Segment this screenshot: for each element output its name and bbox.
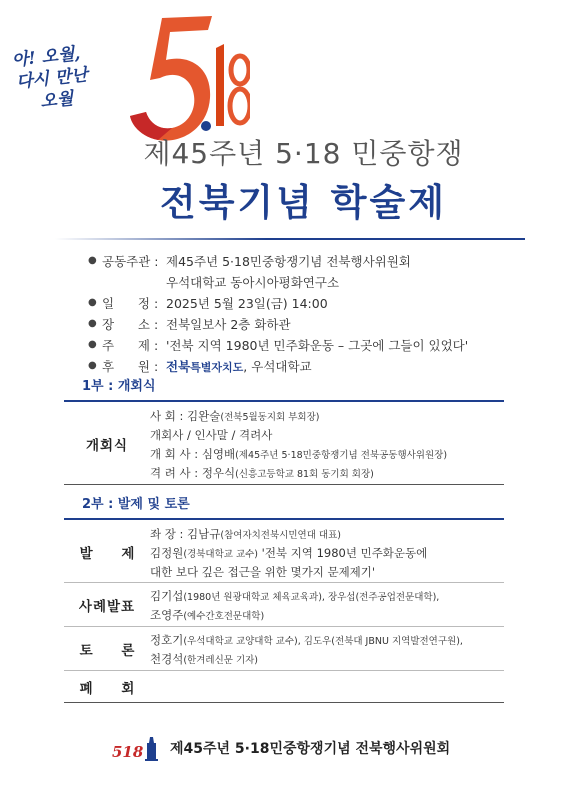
opening-label: 개회식 [85, 437, 129, 454]
sponsor-rest: , 우석대학교 [243, 358, 312, 374]
title-line-2: 전북기념 학술제 [159, 181, 448, 224]
opening-line: 개회사 / 인사말 / 격려사 [150, 428, 273, 442]
sponsor-brand-logo: 전북 [166, 358, 191, 374]
518-memorial-icon [110, 733, 166, 763]
info-place: ● 장 소 : 전북일보사 2층 화하관 [88, 316, 291, 332]
case-row [64, 583, 504, 627]
footer-organization: 제45주년 5·18민중항쟁기념 전북행사위원회 [170, 741, 451, 757]
info-host-cont: 우석대학교 동아시아평화연구소 [166, 274, 340, 290]
opening-line: 개 회 사 : 심영배(제45주년 5·18민중항쟁기념 전북공동행사위원장) [150, 447, 448, 461]
title-line-1: 제45주년 5·18 민중항쟁 [143, 137, 464, 170]
opening-line: 격 려 사 : 정우식(신흥고등학교 81회 동기회 회장) [150, 466, 374, 480]
closing-label: 폐 회 [79, 680, 147, 697]
footer [110, 733, 490, 763]
presentation-row [64, 521, 504, 583]
bullet-icon: ● [88, 255, 97, 266]
discussion-row [64, 627, 504, 671]
bullet-icon: ● [88, 360, 97, 371]
info-sponsor: ● 후 원 : 전북특별자치도, 우석대학교 [88, 358, 312, 374]
footer-logo-text: 518 [112, 743, 144, 761]
opening-details [150, 403, 504, 484]
info-theme: ● 주 제 : '전북 지역 1980년 민주화운동 – 그곳에 그들이 있었다' [88, 337, 469, 353]
opening-line: 사 회 : 김완술(전북5월동지회 부회장) [150, 409, 320, 423]
part2-rule [64, 518, 504, 520]
bullet-icon: ● [88, 339, 97, 350]
slogan-line-3: 오월 [39, 88, 75, 113]
case-details: 김기섭(1980년 원광대학교 체육교육과), 장우섭(전주공업전문대학), 조영주(예수간호전문대학) [150, 589, 440, 622]
discussion-label: 토 론 [79, 642, 147, 659]
case-label: 사례발표 [78, 598, 136, 615]
closing-details [150, 671, 504, 702]
info-host: ● 공동주관 : 제45주년 5·18민중항쟁기념 전북행사위원회 [88, 253, 411, 269]
sponsor-brand-suffix: 특별자치도 [190, 360, 244, 374]
closing-row [64, 671, 504, 703]
slogan-line-2: 다시 만난 [15, 65, 89, 93]
info-date: ● 일 정 : 2025년 5월 23일(금) 14:00 [88, 295, 328, 311]
presentation-label: 발 제 [79, 545, 147, 562]
event-info [88, 250, 528, 376]
part1-heading: 1부 : 개회식 [82, 379, 156, 394]
bullet-icon: ● [88, 297, 97, 308]
presentation-details: 좌 장 : 김남규(참여자치전북시민연대 대표) 김정원(경북대학교 교수) '전북 지역 1980년 민주화운동에 대한 보다 깊은 접근을 위한 몇가지 문제제기' [150, 527, 428, 579]
part1-rule [64, 400, 504, 402]
title-divider [55, 238, 525, 240]
part1-opening-row [64, 403, 504, 485]
slogan-line-1: 아! 오월, [10, 43, 82, 71]
part2-heading: 2부 : 발제 및 토론 [82, 497, 190, 512]
bullet-icon: ● [88, 318, 97, 329]
discussion-details: 정호기(우석대학교 교양대학 교수), 김도우(전북대 JBNU 지역발전연구원), 천경석(한겨레신문 기자) [150, 633, 463, 666]
